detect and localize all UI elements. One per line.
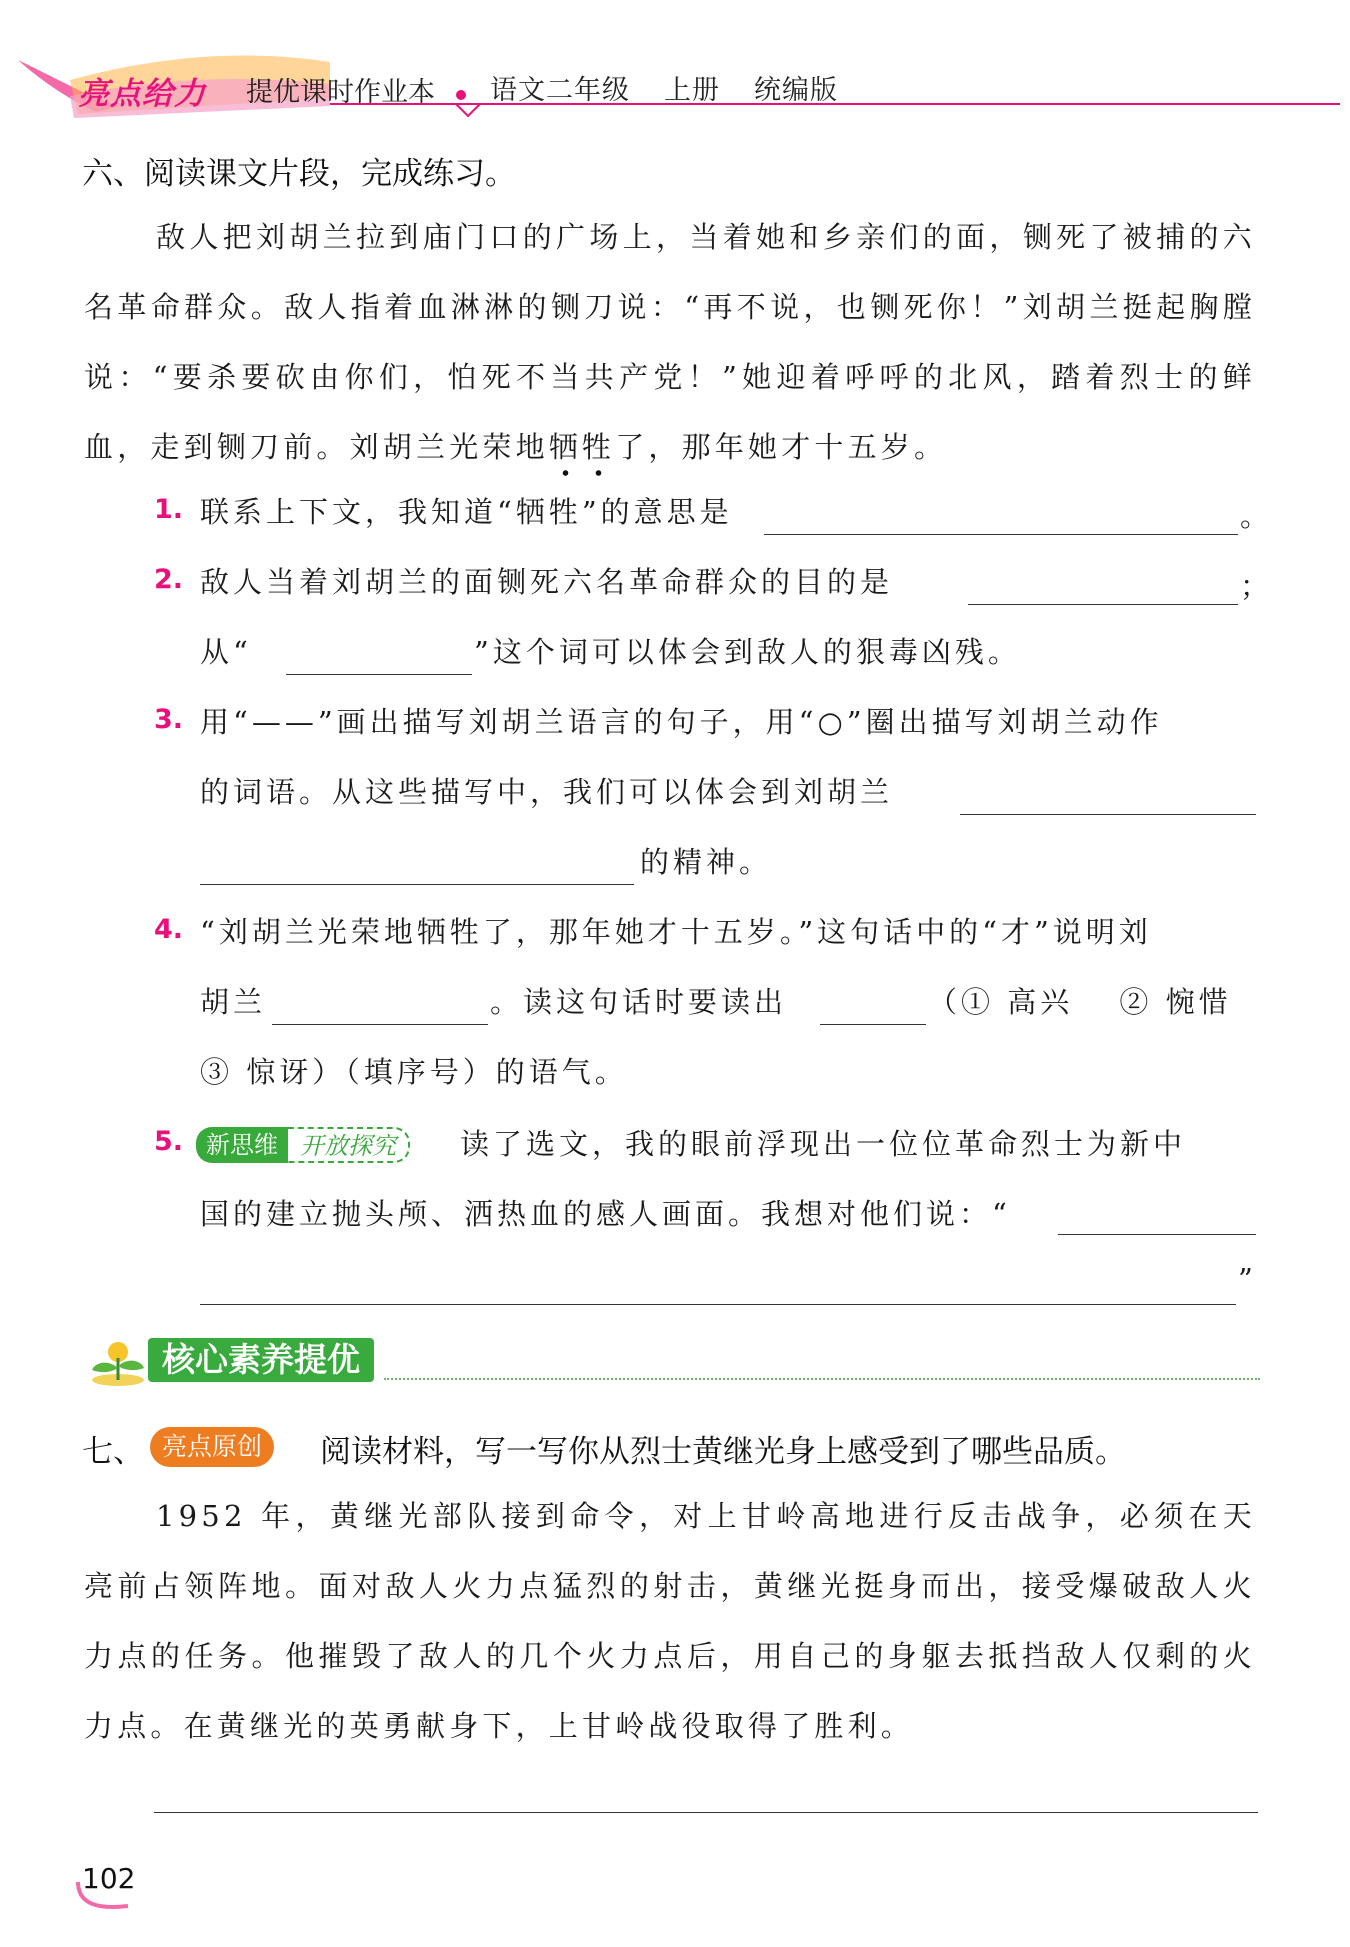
question-2-end: ； [1240, 569, 1270, 603]
question-5-line2: 国的建立抛头颅、洒热血的感人画面。我想对他们说：“ [200, 1197, 1011, 1231]
section-6-passage [84, 202, 1256, 482]
question-4-line3: ③ 惊讶）（填序号）的语气。 [200, 1055, 628, 1089]
question-4-number: 4. [154, 914, 184, 945]
question-3-line3: 的精神。 [640, 845, 773, 879]
answer-blank-4b[interactable] [820, 1024, 926, 1025]
passage-text-b: 了，那年她才十五岁。 [615, 430, 948, 464]
question-1-text: 联系上下文，我知道“牺牲”的意思是 [200, 495, 733, 529]
question-1-number: 1. [154, 494, 184, 525]
edition: 统编版 [754, 75, 838, 106]
volume: 上册 [664, 75, 720, 106]
new-thinking-tag [196, 1126, 410, 1164]
sprout-icon [84, 1336, 148, 1390]
answer-blank-4a[interactable] [272, 1024, 488, 1025]
answer-blank-2a[interactable] [968, 604, 1238, 605]
section-6-title: 六、阅读课文片段，完成练习。 [82, 156, 516, 192]
new-thinking-label: 新思维 [196, 1127, 288, 1163]
banner-dotted-line [384, 1378, 1260, 1380]
question-5-number: 5. [154, 1126, 184, 1157]
answer-line-7[interactable] [154, 1812, 1258, 1813]
question-4-options: （① 高兴 ② 惋惜 [928, 985, 1232, 1019]
book-series-title: 提优课时作业本 [246, 77, 435, 108]
separator-dot-icon [456, 90, 466, 100]
answer-blank-3b[interactable] [200, 884, 634, 885]
core-literacy-banner [84, 1336, 1260, 1390]
question-5-text: 读了选文，我的眼前浮现出一位位革命烈士为新中 [460, 1127, 1187, 1161]
question-2-number: 2. [154, 564, 184, 595]
question-3-number: 3. [154, 704, 184, 735]
subject-grade: 语文二年级 [490, 75, 630, 106]
emphasis-dotted-word: 牺牲 [548, 430, 616, 464]
section-7-passage: 1952 年，黄继光部队接到命令，对上甘岭高地进行反击战争，必须在天亮前占领阵地。面对敌人火力点猛烈的射击，黄继光挺身而出，接受爆破敌人火力点的任务。他摧毁了敌人的几个火力点后，用自己的身躯去抵挡敌人仅剩的火力点。在黄继光的英勇献身下，上甘岭战役取得了胜利。 [84, 1499, 1256, 1743]
answer-blank-3a[interactable] [960, 814, 1256, 815]
brand-logo-text: 亮点给力 [78, 76, 206, 112]
question-3-line2: 的词语。从这些描写中，我们可以体会到刘胡兰 [200, 775, 894, 809]
answer-blank-2b[interactable] [286, 674, 472, 675]
passage-text-a: 敌人把刘胡兰拉到庙门口的广场上，当着她和乡亲们的面，铡死了被捕的六名革命群众。敌人指着血淋淋的铡刀说：“再不说，也铡死你！”刘胡兰挺起胸膛说：“要杀要砍由你们，怕死不当共产党！”她迎着呼呼的北风，踏着烈士的鲜血，走到铡刀前。刘胡兰光荣地 [84, 220, 1256, 464]
page-number: 102 [82, 1862, 136, 1895]
page-header [0, 40, 1350, 130]
original-tag: 亮点原创 [150, 1427, 274, 1467]
open-inquiry-label: 开放探究 [288, 1127, 410, 1163]
core-literacy-title: 核心素养提优 [148, 1338, 374, 1382]
question-2-line2-post: ”这个词可以体会到敌人的狠毒凶残。 [474, 635, 1021, 669]
section-7-prefix: 七、 [82, 1434, 144, 1470]
question-4-line2-mid: 。读这句话时要读出 [490, 985, 788, 1019]
question-1-end: 。 [1240, 499, 1270, 533]
question-4-text: “刘胡兰光荣地牺牲了，那年她才十五岁。”这句话中的“才”说明刘 [200, 915, 1152, 949]
answer-blank-5a[interactable] [1058, 1234, 1256, 1235]
question-2-line2-pre: 从“ [200, 635, 252, 669]
question-5-end: ” [1238, 1262, 1253, 1296]
book-info [490, 68, 872, 107]
question-4-line2-pre: 胡兰 [200, 985, 267, 1019]
answer-blank-5b[interactable] [200, 1304, 1236, 1305]
section-7-title: 阅读材料，写一写你从烈士黄继光身上感受到了哪些品质。 [320, 1434, 1126, 1470]
question-2-text: 敌人当着刘胡兰的面铡死六名革命群众的目的是 [200, 565, 894, 599]
answer-blank-1[interactable] [764, 534, 1238, 535]
question-3-text: 用“——”画出描写刘胡兰语言的句子，用“○”圈出描写刘胡兰动作 [200, 705, 1163, 739]
